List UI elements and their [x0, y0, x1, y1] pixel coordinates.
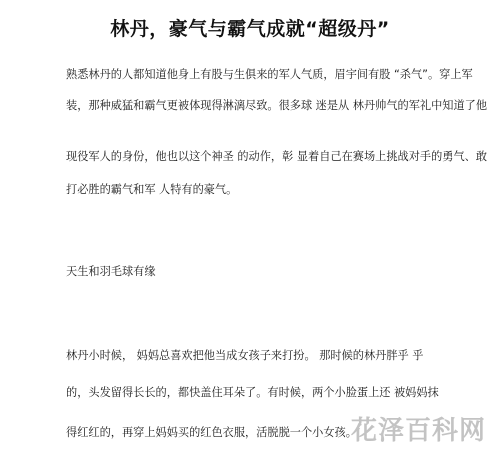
- paragraph-1-line-4: 打必胜的霸气和军 人特有的豪气。: [66, 183, 238, 196]
- paragraph-2-line-2: 的，头发留得长长的，都快盖住耳朵了。有时候，两个小脸蛋上还 被妈妈抹: [66, 386, 439, 399]
- paragraph-1-line-1: 熟悉林丹的人都知道他身上有股与生俱来的军人气质，眉宇间有股 “杀气”。穿上军: [66, 68, 473, 81]
- paragraph-2-line-1: 林丹小时候， 妈妈总喜欢把他当成女孩子来打扮。 那时候的林丹胖乎 乎: [66, 349, 424, 362]
- paragraph-1-line-3: 现役军人的身份，他也以这个神圣 的动作，彰 显着自己在赛场上挑战对手的勇气、敢: [66, 150, 488, 163]
- paragraph-2-line-3: 得红红的，再穿上妈妈买的红色衣服，活脱脱一个小女孩。: [66, 426, 357, 439]
- site-watermark: 花泽百科网: [350, 416, 486, 446]
- paragraph-1-line-2: 装，那种威猛和霸气更被体现得淋漓尽致。很多球 迷是从 林丹帅气的军礼中知道了他: [66, 99, 488, 112]
- article-title: 林丹，豪气与霸气成就“超级丹”: [110, 18, 390, 40]
- section-heading: 天生和羽毛球有缘: [66, 265, 156, 278]
